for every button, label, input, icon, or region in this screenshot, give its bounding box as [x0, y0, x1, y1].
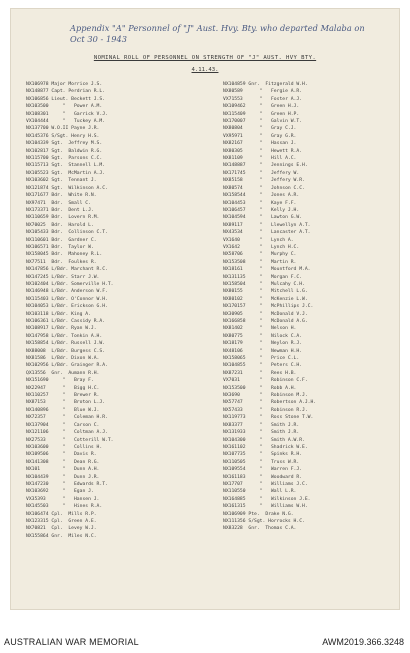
roll-entry: NX110257 " Brewer R. [26, 393, 100, 399]
roll-entry: NX70025 Bdr. Harold L. [26, 222, 94, 228]
roll-entry: NX158504 " Mulcahy C.H. [223, 281, 305, 287]
roll-entry: NX104453 " Kaye F.F. [223, 200, 297, 206]
roll-entry: NX131933 " Smith J.R. [223, 430, 300, 436]
roll-entry: NX161183 " Woodward R. [223, 474, 303, 480]
roll-entry: NX108301 " Garrick V.J. [26, 111, 108, 117]
roll-entry: NX140896 " Blue W.J. [26, 407, 100, 413]
roll-entry: NX106457 " Kelly J.H. [223, 207, 300, 213]
roll-entry: NX105433 Bdr. Collinson C.T. [26, 230, 108, 236]
roll-entry: NX146948 L/Bdr. Anderson W.F. [26, 289, 108, 295]
roll-entry: NX83228 Gnr. Thomas C.A. [223, 526, 297, 532]
roll-entry: NX108917 L/Bdr. Ryan W.J. [26, 326, 97, 332]
roll-entry: NX161315 " Williams W.H. [223, 504, 308, 510]
roll-entry: VX35393 " Hansen J. [26, 496, 100, 502]
roll-entry: NX101 " Dunn A.H. [26, 467, 100, 473]
roll-entry: NX18161 " Mountford M.A. [223, 267, 311, 273]
roll-entry: NX131135 " Morgan F.C. [223, 274, 303, 280]
roll-entry: NX102817 Sgt. Baldwin R.G. [26, 148, 103, 154]
roll-entry: NX106474 Cpl. Mills R.P. [26, 511, 97, 517]
roll-entry: NX87231 " Rees H.B. [223, 370, 297, 376]
roll-entry: NX147856 L/Bdr. Marchant R.C. [26, 267, 108, 273]
roll-entry: NX103692 " Egan J. [26, 489, 94, 495]
roll-entry: NX109506 " Davis R. [26, 452, 97, 458]
roll-entry: NX43534 " Lancaster A.T. [223, 230, 311, 236]
roll-entry: NX110659 Bdr. Lovern R.M. [26, 215, 100, 221]
roll-entry: NX102956 L/Bdr. Grainger R.A. [26, 363, 108, 369]
roll-entry: NX77511 Bdr. Foulkes R. [26, 259, 97, 265]
roll-entry: NX164885 " Wilkinson J.E. [223, 496, 311, 502]
roll-entry: NX82167 " Hassan J. [223, 141, 297, 147]
roll-entry: NX158854 L/Bdr. Russell J.W. [26, 341, 106, 347]
roll-entry: NX158065 " Price C.L. [223, 356, 300, 362]
roll-entry: NX17707 " Williams J.C. [223, 481, 308, 487]
roll-entry: NX87153 " Broton L.J. [26, 400, 106, 406]
roll-entry: NX137700 W.O.II Payne J.R. [26, 126, 100, 132]
roll-entry: NX166858 " McDonald A.G. [223, 319, 308, 324]
footer-bar [0, 625, 410, 653]
roll-entry: NX105523 Sgt. McMartin A.J. [26, 170, 106, 176]
roll-entry: NX123315 Cpl. Green A.E. [26, 518, 97, 524]
roll-entry: NX89117 " Llewellyn A.T. [223, 222, 311, 228]
roll-entry: NX104339 Sgt. Jeffrey M.S. [26, 141, 103, 147]
document-title: NOMINAL ROLL OF PERSONNEL ON STRENGTH OF "J" AUST. HVY BTY. [93, 55, 317, 61]
roll-entry: QX13556 Gnr. Aumann R.H. [26, 370, 100, 376]
roll-entry: NX22947 " Bigg H.C. [26, 385, 100, 391]
roll-entry: NX80305 " Hewett R.A. [223, 148, 303, 154]
roll-entry: NX97471 Bdr. Small C. [26, 200, 91, 206]
roll-entry: NX110505 " Truss W.R. [223, 459, 300, 465]
roll-entry: NX147245 L/Bdr. Starr J.W. [26, 274, 100, 280]
roll-entry: NX155864 Gnr. Miles N.C. [26, 533, 97, 539]
roll-entry: NX170157 " McPhillips J.C. [223, 304, 314, 310]
roll-entry: NX109554 " Warren F.J. [223, 467, 303, 473]
roll-entry: NX81109 " Hill A.C. [223, 156, 297, 162]
roll-entry: NX148887 " Jennings E.H. [223, 163, 308, 169]
roll-entry: NX88008 L/Bdr. Burgess C.S. [26, 348, 106, 354]
roll-entry: VX71553 " Foster A.J. [223, 96, 303, 102]
roll-entry: VX1642 " Lynch H.C. [223, 244, 300, 250]
roll-entry: NX18179 " Neylon R.J. [223, 341, 303, 347]
roll-entry: NX102404 L/Bdr. Somerville H.T. [26, 281, 114, 287]
roll-entry: NX104855 " Peters C.H. [223, 363, 303, 369]
roll-entry: NX83377 " Smith J.R. [223, 422, 300, 428]
document-date: 4.11.43. [191, 67, 219, 73]
roll-entry: VX1640 " Lynch A. [223, 237, 294, 243]
roll-entry: NX104859 Gnr. Fitzgerald W.H. [223, 82, 308, 87]
reference-number: AWM2019.366.3248 [322, 637, 404, 647]
roll-entry: NX173371 Bdr. Dent L.J. [26, 207, 94, 213]
roll-entry: NX80589 " Fergie A.R. [223, 89, 303, 95]
roll-entry: VX7031 " Robinson C.F. [223, 378, 308, 384]
roll-entry: NX104053 L/Bdr. Erickson G.H. [26, 304, 108, 310]
left-roll-column [26, 81, 198, 540]
roll-entry: NX70821 Cpl. Levey W.J. [26, 526, 97, 532]
roll-entry: NX104439 " Dunn J.R. [26, 474, 100, 480]
roll-entry: NX27533 " Cotterill W.T. [26, 437, 114, 443]
roll-entry: NX141308 " Dean R.G. [26, 459, 100, 465]
roll-entry: NX115713 Sgt. Stannell L.M. [26, 163, 106, 169]
roll-entry: NX72357 " Coleman H.R. [26, 415, 108, 421]
roll-entry: NX151690 " Bray F. [26, 378, 94, 384]
roll-entry: NX103118 L/Bdr. King A. [26, 311, 91, 317]
roll-entry: NX106571 Bdr. Taylor W. [26, 244, 94, 250]
roll-entry: NX170007 " Galvin W.T. [223, 119, 303, 125]
roll-entry: NX81402 " Nelson H. [223, 326, 297, 332]
roll-entry: NX148877 Capt. Perdrian R.L. [26, 89, 106, 95]
roll-entry: NX161102 " Shadrick W.E. [223, 444, 308, 450]
roll-entry: NX115700 Sgt. Parsons C.C. [26, 156, 103, 162]
roll-entry: NX145503 " Hines R.A. [26, 504, 103, 510]
roll-entry: NX107735 " Spinks R.H. [223, 452, 303, 458]
roll-entry: NX171677 Bdr. White R.N. [26, 193, 97, 199]
roll-entry: NX81586 L/Bdr. Dixon W.A. [26, 356, 100, 362]
roll-entry: NX80155 " Mitchell L.G. [223, 289, 308, 295]
roll-entry: NX119773 " Ross Stone T.W. [223, 415, 314, 421]
roll-entry: NX158544 " Jones A.R. [223, 193, 300, 199]
roll-entry: NX57747 " Robertson A.J.H. [223, 400, 317, 406]
document-page [10, 8, 400, 610]
roll-entry: NX171745 " Jeffery W. [223, 170, 300, 176]
roll-entry: NX110550 " Wall L.R. [223, 489, 297, 495]
roll-entry: VX104444 " Tuckey A.M. [26, 119, 106, 125]
roll-entry: NX115403 L/Bdr. O'Connor W.H. [26, 296, 108, 302]
handwritten-note: Appendix "A" Personnel of "J" Aust. Hvy. Bty. who departed Malaba on Oct 30 - 1943 [70, 23, 365, 44]
roll-entry: NX147230 " Edwards R.T. [26, 481, 108, 487]
roll-entry: NX121106 " Coltman A.J. [26, 430, 108, 436]
roll-entry: NX106856 Lieut. Beckett J.S. [26, 96, 106, 102]
roll-entry: NX80775 " Nilock C.A. [223, 333, 303, 339]
roll-entry: NX145376 S/Sgt. Henry H.S. [26, 133, 100, 139]
roll-entry: NX104594 " Lawton G.W. [223, 215, 303, 221]
roll-entry: NX30905 " McDonald V.J. [223, 311, 308, 317]
roll-entry: NX110601 Bdr. Gardner C. [26, 237, 97, 243]
roll-entry: NX106978 Major Morrice J.S. [26, 82, 103, 87]
roll-entry: NX104300 " Smith A.W.R. [223, 437, 305, 443]
roll-entry: NX147958 L/Bdr. Tonkin A.H. [26, 333, 103, 339]
roll-entry: NX58706 " Murphy C. [223, 252, 297, 258]
roll-entry: NX109462 " Green H.J. [223, 104, 300, 110]
roll-entry: NX111356 S/Sgt. Horrocks H.C. [223, 518, 305, 524]
roll-entry: NX115409 " Green H.P. [223, 111, 300, 117]
roll-entry: NX103500 " Power A.M. [26, 104, 103, 110]
roll-entry: NX103600 " Collins H. [26, 444, 103, 450]
right-roll-column [223, 81, 395, 533]
roll-entry: NX48106 " Newman H.H. [223, 348, 303, 354]
roll-entry: NX106909 Pte. Drake N.G. [223, 511, 294, 517]
institution-label: AUSTRALIAN WAR MEMORIAL [4, 637, 139, 647]
roll-entry: NX3690 " Robinson M.J. [223, 393, 308, 399]
roll-entry: NX153500 " Robb A.H. [223, 385, 297, 391]
roll-entry: NX153508 " Martin R. [223, 259, 297, 265]
roll-entry: NX57433 " Robinson R.J. [223, 407, 308, 413]
roll-entry: NX80804 " Gray C.J. [223, 126, 297, 132]
roll-entry: NX103602 Sgt. Tennant J. [26, 178, 97, 184]
roll-entry: NX80574 " Johnson C.C. [223, 185, 305, 191]
roll-entry: NX106361 L/Bdr. Cassidy R.A. [26, 319, 106, 324]
roll-entry: NX85158 " Jeffery W.R. [223, 178, 305, 184]
roll-entry: NX121874 Sgt. Wilkinson A.C. [26, 185, 108, 191]
roll-entry: VX95971 " Gray G.R. [223, 133, 297, 139]
roll-entry: NX137904 " Carson C. [26, 422, 100, 428]
roll-entry: NX158045 Bdr. Mahoney R.L. [26, 252, 103, 258]
roll-entry: NX80102 " McKenzie L.W. [223, 296, 308, 302]
